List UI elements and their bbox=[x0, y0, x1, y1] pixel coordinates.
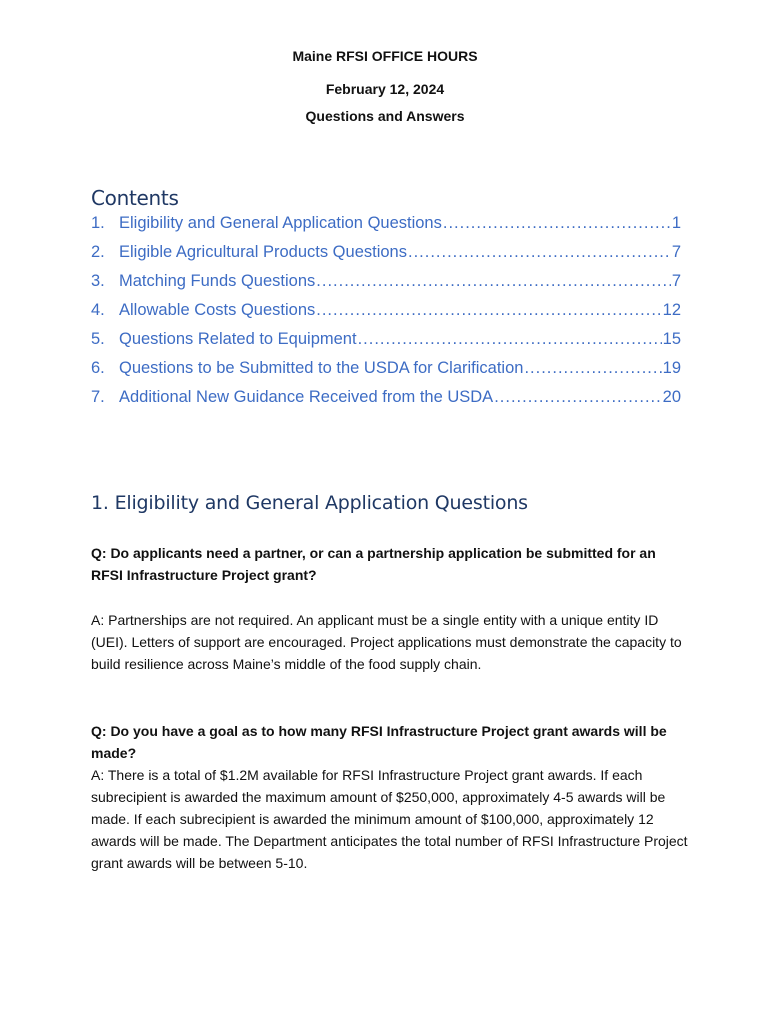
toc-item-label: Questions to be Submitted to the USDA for Clarification bbox=[119, 359, 524, 377]
toc-item-page: 20 bbox=[662, 388, 681, 406]
toc-item-usda-clarification[interactable] bbox=[91, 359, 681, 388]
toc-item-number: 2. bbox=[91, 243, 105, 261]
toc-item-new-guidance[interactable] bbox=[91, 388, 681, 417]
toc-item-number: 6. bbox=[91, 359, 105, 377]
toc-item-label: Eligibility and General Application Questions bbox=[119, 214, 442, 232]
toc-item-allowable-costs[interactable] bbox=[91, 301, 681, 330]
table-of-contents bbox=[91, 214, 681, 417]
toc-item-page: 19 bbox=[662, 359, 681, 377]
toc-item-page: 7 bbox=[671, 243, 681, 261]
toc-item-label: Matching Funds Questions bbox=[119, 272, 316, 290]
toc-item-agricultural-products[interactable] bbox=[91, 243, 681, 272]
toc-leader-dots bbox=[316, 301, 661, 320]
toc-item-label: Eligible Agricultural Products Questions bbox=[119, 243, 407, 261]
toc-item-equipment[interactable] bbox=[91, 330, 681, 359]
toc-leader-dots bbox=[494, 388, 661, 407]
answer-partner: A: Partnerships are not required. An applicant must be a single entity with a unique entity ID (UEI). Letters of support are encouraged. Project applications must demonstrate the capacity to build resilience across Maine’s middle of the food supply chain. bbox=[91, 612, 682, 672]
toc-leader-dots bbox=[524, 359, 661, 378]
toc-item-page: 15 bbox=[662, 330, 681, 348]
toc-item-number: 1. bbox=[91, 214, 105, 232]
section-heading: 1. Eligibility and General Application Questions bbox=[91, 492, 528, 514]
toc-item-label: Allowable Costs Questions bbox=[119, 301, 316, 319]
toc-leader-dots bbox=[316, 272, 671, 291]
toc-item-number: 5. bbox=[91, 330, 105, 348]
toc-item-number: 3. bbox=[91, 272, 105, 290]
toc-item-page: 7 bbox=[671, 272, 681, 290]
toc-leader-dots bbox=[443, 214, 671, 233]
toc-item-number: 4. bbox=[91, 301, 105, 319]
toc-item-eligibility[interactable] bbox=[91, 214, 681, 243]
toc-item-label: Additional New Guidance Received from the USDA bbox=[119, 388, 494, 406]
toc-item-page: 12 bbox=[662, 301, 681, 319]
toc-leader-dots bbox=[358, 330, 662, 349]
question-partner: Q: Do applicants need a partner, or can a partnership application be submitted for an RFSI Infrastructure Project grant? bbox=[91, 545, 656, 583]
toc-item-label: Questions Related to Equipment bbox=[119, 330, 357, 348]
document-title: Maine RFSI OFFICE HOURS bbox=[292, 48, 478, 64]
document-date: February 12, 2024 bbox=[325, 81, 445, 97]
toc-leader-dots bbox=[408, 243, 671, 262]
toc-item-page: 1 bbox=[671, 214, 681, 232]
document-subtitle: Questions and Answers bbox=[305, 108, 465, 124]
answer-award-goal: A: There is a total of $1.2M available for RFSI Infrastructure Project grant awards. If each subrecipient is awarded the maximum amount of $250,000, approximately 4-5 awards will be made. If each subrecipient is awarded the minimum amount of $100,000, approximately 12 awards will be made. The Department anticipates the total number of RFSI Infrastructure Project grant awards will be between 5-10. bbox=[91, 767, 688, 871]
toc-item-number: 7. bbox=[91, 388, 105, 406]
toc-item-matching-funds[interactable] bbox=[91, 272, 681, 301]
question-award-goal: Q: Do you have a goal as to how many RFSI Infrastructure Project grant awards will be made? bbox=[91, 723, 667, 761]
contents-heading: Contents bbox=[91, 186, 179, 210]
